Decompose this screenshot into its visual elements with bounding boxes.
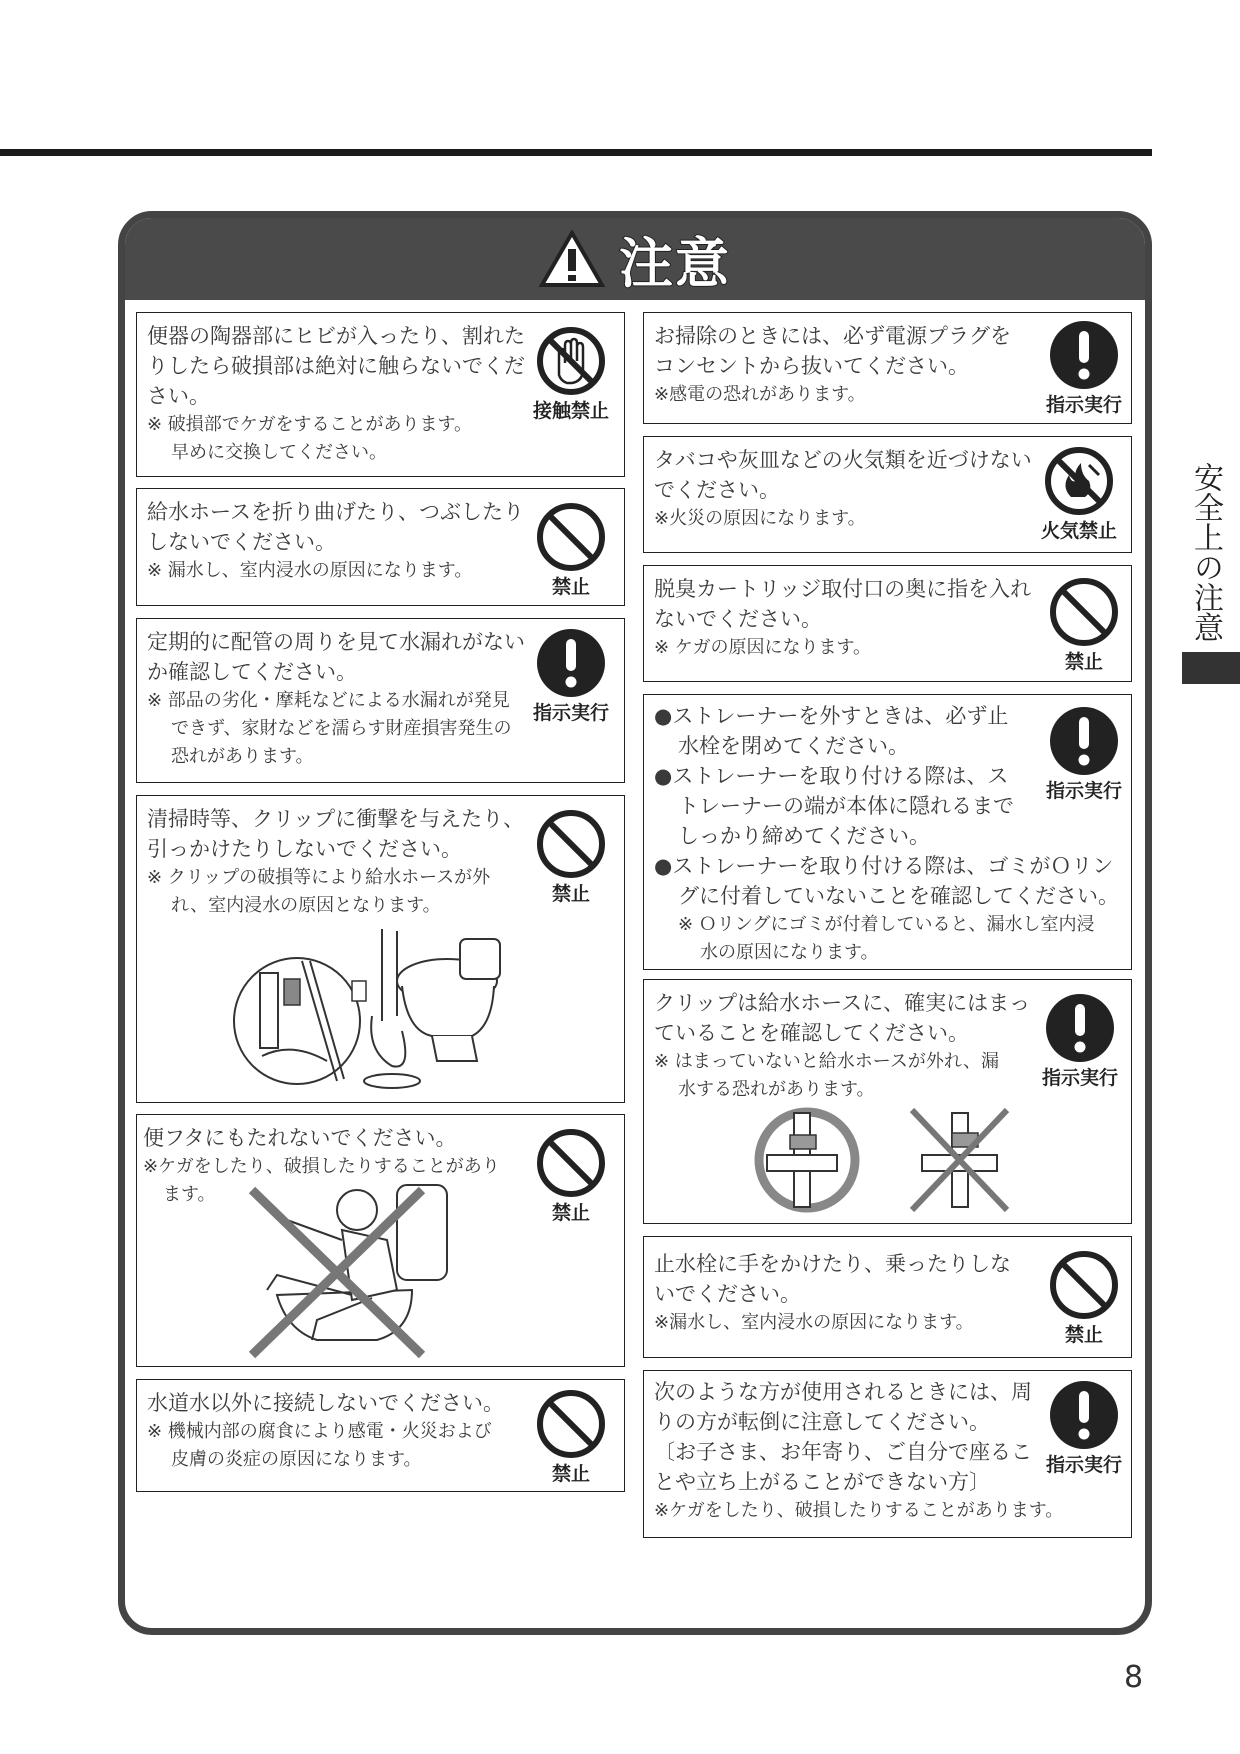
- prohibited-icon: [526, 1388, 616, 1486]
- item-note: ます。: [163, 1184, 216, 1205]
- item-text: 便フタにもたれないでください。: [143, 1126, 457, 1150]
- item-note: ※火災の原因になります。: [654, 508, 866, 529]
- item-text: りしたら破損部は絶対に触らないでくだ: [147, 354, 525, 378]
- item-note: 早めに交換してください。: [171, 442, 387, 463]
- item-text: さい。: [147, 384, 210, 408]
- item-text: とや立ち上がることができない方〕: [654, 1470, 990, 1494]
- icon-label: 指示実行: [1045, 1454, 1122, 1476]
- icon-label: 禁止: [1064, 1324, 1103, 1346]
- bullet-text: グに付着していないことを確認してください。: [678, 884, 1119, 908]
- icon-label: 指示実行: [1041, 1067, 1118, 1089]
- icon-label: 接触禁止: [532, 400, 609, 422]
- caution-header: [125, 218, 1145, 300]
- item-text: でください。: [654, 478, 780, 502]
- bullet-text: 水栓を閉めてください。: [678, 734, 909, 758]
- icon-label: 火気禁止: [1040, 520, 1117, 542]
- bullet-text: トレーナーの端が本体に隠れるまで: [678, 794, 1014, 818]
- item-text: 引っかけたりしないでください。: [147, 837, 462, 861]
- icon-label: 禁止: [551, 1202, 590, 1224]
- item-text: 水道水以外に接続しないでください。: [147, 1391, 504, 1415]
- side-tab-label: [1178, 462, 1232, 650]
- item-text: クリップは給水ホースに、確実にはまっ: [654, 991, 1031, 1015]
- caution-item-deodorizer: [643, 565, 1132, 682]
- icon-label: 禁止: [551, 1463, 590, 1485]
- bullet-text: しっかり締めてください。: [678, 824, 930, 848]
- caution-item-seat-lid: [136, 1114, 625, 1367]
- bullet-text: ●ストレーナーを外すときは、必ず止: [654, 704, 1009, 728]
- item-note: 水する恐れがあります。: [678, 1079, 875, 1100]
- clip-correct-wrong-illustration: [752, 1105, 1022, 1215]
- item-note: ※ はまっていないと給水ホースが外れ、漏: [654, 1051, 999, 1072]
- item-note: 皮膚の炎症の原因になります。: [171, 1449, 422, 1470]
- item-text: お掃除のときには、必ず電源プラグを: [654, 324, 1011, 348]
- caution-title: 注意: [619, 231, 731, 295]
- item-note: ※ 機械内部の腐食により感電・火災および: [147, 1421, 492, 1442]
- item-text: コンセントから抜いてください。: [654, 354, 969, 378]
- warning-triangle-icon: [539, 230, 605, 288]
- prohibited-icon: [526, 501, 616, 599]
- item-text: 給水ホースを折り曲げたり、つぶしたり: [147, 500, 524, 524]
- item-note: ※ 破損部でケガをすることがあります。: [147, 414, 473, 435]
- mandatory-icon: [1039, 1379, 1129, 1477]
- item-text: か確認してください。: [147, 660, 357, 684]
- caution-item-clip-impact: [136, 795, 625, 1103]
- item-note: ※ ケガの原因になります。: [654, 637, 872, 658]
- item-note: ※ Ｏリングにゴミが付着していると、漏水し室内浸: [678, 914, 1095, 935]
- item-note: ※漏水し、室内浸水の原因になります。: [654, 1312, 974, 1333]
- item-text: ていることを確認してください。: [654, 1021, 969, 1045]
- caution-item-leak-check: [136, 618, 625, 783]
- mandatory-icon: [1039, 319, 1129, 417]
- leaning-child-illustration: [237, 1180, 477, 1360]
- icon-label: 指示実行: [1045, 780, 1122, 802]
- prohibited-icon: [526, 1127, 616, 1225]
- icon-label: 指示実行: [532, 702, 609, 724]
- side-tab-text: 安全上の注意: [1188, 462, 1223, 642]
- item-note: れ、室内浸水の原因となります。: [171, 895, 441, 916]
- prohibited-icon: [1039, 576, 1129, 674]
- item-note: ※感電の恐れがあります。: [654, 384, 866, 405]
- caution-item-unplug: [643, 312, 1132, 424]
- item-text: タバコや灰皿などの火気類を近づけない: [654, 448, 1032, 472]
- no-touch-icon: [526, 325, 616, 423]
- item-text: りの方が転倒に注意してください。: [654, 1410, 990, 1434]
- caution-item-clip-check: [643, 979, 1132, 1224]
- item-text: ないでください。: [654, 607, 822, 631]
- item-note: できず、家財などを濡らす財産損害発生の: [171, 718, 512, 739]
- item-note: ※ 漏水し、室内浸水の原因になります。: [147, 560, 473, 581]
- icon-label: 禁止: [1064, 651, 1103, 673]
- item-text: 〔お子さま、お年寄り、ご自分で座るこ: [654, 1440, 1032, 1464]
- item-note: ※ケガをしたり、破損したりすることがあります。: [654, 1500, 1064, 1521]
- page-number: 8: [1124, 1660, 1144, 1695]
- caution-item-tap-water: [136, 1379, 625, 1492]
- item-text: 清掃時等、クリップに衝撃を与えたり、: [147, 807, 525, 831]
- icon-label: 禁止: [551, 883, 590, 905]
- item-note: ※ケガをしたり、破損したりすることがあり: [143, 1156, 500, 1177]
- item-text: 定期的に配管の周りを見て水漏れがない: [147, 630, 525, 654]
- item-note: ※ 部品の劣化・摩耗などによる水漏れが発見: [147, 690, 510, 711]
- caution-item-stop-valve: [643, 1236, 1132, 1358]
- caution-item-broken-ceramic: [136, 312, 625, 477]
- toilet-cleaning-illustration: [232, 921, 522, 1096]
- icon-label: 指示実行: [1045, 394, 1122, 416]
- item-text: いでください。: [654, 1282, 801, 1306]
- side-tab-marker: [1182, 652, 1240, 684]
- icon-label: 禁止: [551, 576, 590, 598]
- top-rule: [0, 149, 1152, 156]
- item-note: ※ クリップの破損等により給水ホースが外: [147, 867, 491, 888]
- caution-item-assist-user: [643, 1370, 1132, 1538]
- caution-item-hose-bend: [136, 488, 625, 606]
- item-text: しないでください。: [147, 530, 336, 554]
- bullet-text: ●ストレーナーを取り付ける際は、ゴミがＯリン: [654, 854, 1114, 878]
- bullet-text: ●ストレーナーを取り付ける際は、ス: [654, 764, 1009, 788]
- no-fire-icon: [1034, 445, 1124, 543]
- item-text: 便器の陶器部にヒビが入ったり、割れた: [147, 324, 525, 348]
- caution-item-strainer: [643, 694, 1132, 970]
- prohibited-icon: [526, 808, 616, 906]
- item-text: 脱臭カートリッジ取付口の奥に指を入れ: [654, 577, 1032, 601]
- mandatory-icon: [526, 627, 616, 725]
- mandatory-icon: [1035, 992, 1125, 1090]
- item-note: 恐れがあります。: [171, 746, 314, 767]
- item-note: 水の原因になります。: [700, 942, 879, 963]
- item-text: 止水栓に手をかけたり、乗ったりしな: [654, 1252, 1011, 1276]
- caution-item-fire: [643, 436, 1132, 553]
- item-text: 次のような方が使用されるときには、周: [654, 1380, 1032, 1404]
- prohibited-icon: [1039, 1249, 1129, 1347]
- mandatory-icon: [1039, 705, 1129, 803]
